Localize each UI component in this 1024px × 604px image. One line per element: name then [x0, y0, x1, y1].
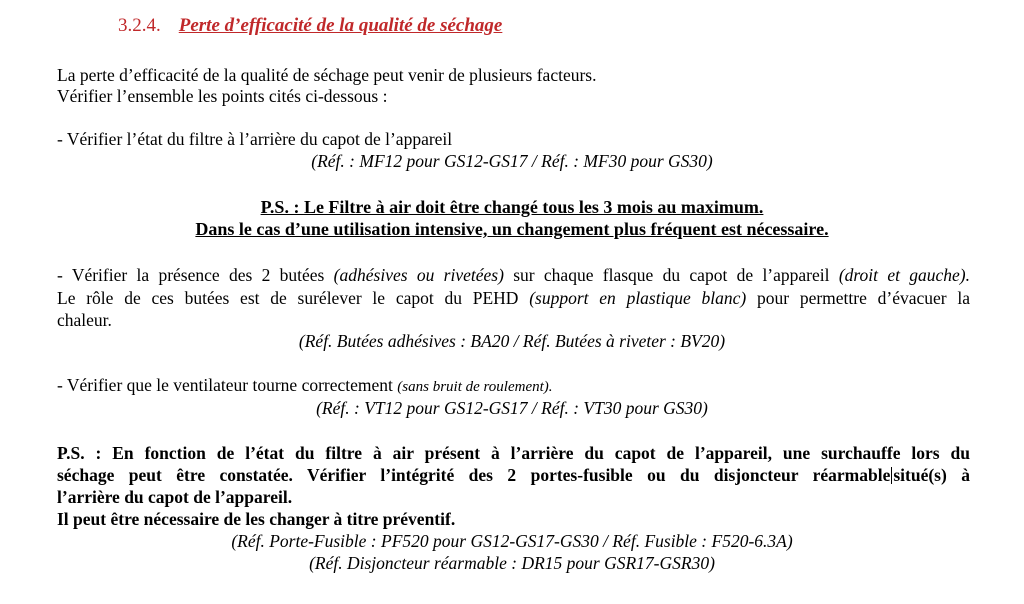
overheat-line-1: P.S. : En fonction de l’état du filtre à air présent à l’arrière du capot de l’appareil, une surchauffe lors du	[57, 443, 970, 463]
stops-role-support: (support en plastique blanc)	[529, 288, 747, 308]
stops-check-line-3: chaleur.	[57, 310, 112, 330]
filter-ref: (Réf. : MF12 pour GS12-GS17 / Réf. : MF30 pour GS30)	[311, 151, 713, 171]
intro-line-2: Vérifier l’ensemble les points cités ci-dessous :	[57, 86, 388, 106]
fan-ref: (Réf. : VT12 pour GS12-GS17 / Réf. : VT30 pour GS30)	[316, 398, 708, 418]
stops-check-sides: (droit et gauche).	[838, 265, 971, 285]
fan-check-text: - Vérifier que le ventilateur tourne correctement	[57, 375, 398, 395]
overheat-line-4: Il peut être nécessaire de les changer à titre préventif.	[57, 509, 456, 529]
section-number: 3.2.4.	[118, 15, 161, 36]
filter-warning-line-1: P.S. : Le Filtre à air doit être changé tous les 3 mois au maximum.	[260, 197, 764, 217]
fuse-ref: (Réf. Porte-Fusible : PF520 pour GS12-GS17-GS30 / Réf. Fusible : F520-6.3A)	[231, 531, 793, 551]
stops-check-text-c: sur chaque flasque du capot de l’appareil	[503, 265, 839, 285]
overheat-line-2-text: séchage peut être constatée. Vérifier l’intégrité des 2 portes-fusible ou du disjoncteur réarmable	[57, 465, 891, 485]
stops-check-text-a: - Vérifier la présence des 2 butées	[57, 265, 334, 285]
stops-ref: (Réf. Butées adhésives : BA20 / Réf. Butées à riveter : BV20)	[298, 331, 726, 351]
fan-check-note: (sans bruit de roulement).	[397, 379, 553, 395]
stops-role-text-c: pour permettre d’évacuer la	[746, 288, 970, 308]
filter-warning-line-2: Dans le cas d’une utilisation intensive, un changement plus fréquent est nécessaire.	[195, 219, 829, 239]
stops-check-type: (adhésives ou rivetées)	[333, 265, 504, 285]
section-title: Perte d’efficacité de la qualité de séchage	[178, 15, 503, 36]
overheat-line-2-end: situé(s) à	[893, 465, 970, 485]
breaker-ref: (Réf. Disjoncteur réarmable : DR15 pour GSR17-GSR30)	[309, 553, 715, 573]
overheat-line-3: l’arrière du capot de l’appareil.	[57, 487, 293, 507]
stops-check-line-1	[57, 265, 970, 285]
section-heading	[118, 16, 502, 36]
stops-role-text-a: Le rôle de ces butées est de surélever le capot du PEHD	[57, 288, 530, 308]
filter-check-text: - Vérifier l’état du filtre à l’arrière du capot de l’appareil	[57, 129, 453, 149]
fan-check-line	[57, 375, 553, 397]
overheat-line-2	[57, 465, 970, 485]
stops-check-line-2	[57, 288, 970, 308]
intro-line-1: La perte d’efficacité de la qualité de séchage peut venir de plusieurs facteurs.	[57, 65, 597, 85]
